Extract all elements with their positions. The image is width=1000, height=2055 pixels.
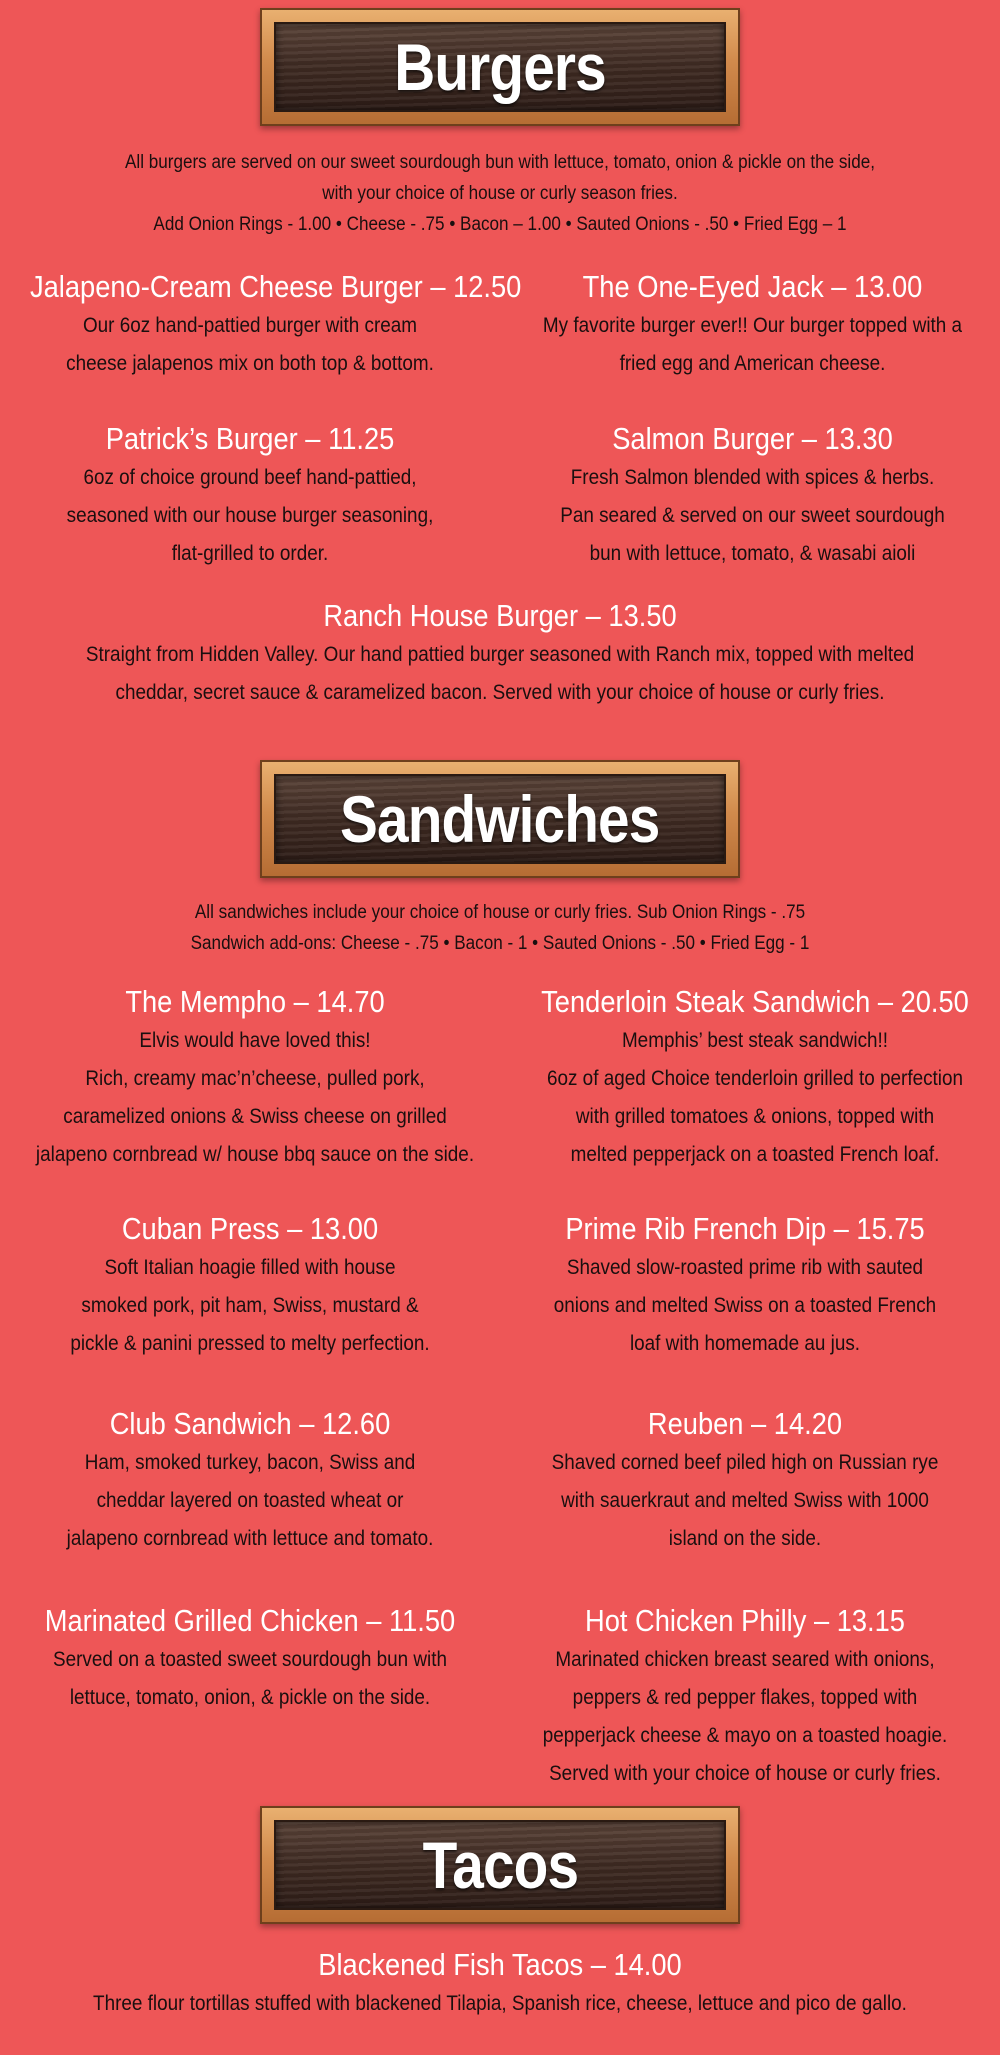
sandwiches-intro [0,897,1000,959]
desc-line: Elvis would have loved this! [139,1029,371,1052]
item-title: Cuban Press – 13.00 [121,1211,379,1246]
banner-board [274,1820,726,1910]
desc-line: fried egg and American cheese. [619,352,886,375]
item-title: Jalapeno-Cream Cheese Burger – 12.50 [30,269,522,304]
desc-line: Straight from Hidden Valley. Our hand pattied burger seasoned with Ranch mix, topped with melted [85,643,915,666]
item-description [500,1641,990,1793]
item-title: Prime Rib French Dip – 15.75 [565,1211,925,1246]
desc-line: cheddar, secret sauce & caramelized bacon. Served with your choice of house or curly fries. [115,681,885,704]
intro-line: All sandwiches include your choice of house or curly fries. Sub Onion Rings - .75 [194,902,806,923]
desc-line: Shaved slow-roasted prime rib with sauted [566,1256,924,1279]
item-description [0,1249,500,1363]
desc-line: Shaved corned beef piled high on Russian rye [551,1451,939,1474]
intro-line: Sandwich add-ons: Cheese - .75 • Bacon - 1 • Sauted Onions - .50 • Fried Egg - 1 [190,933,810,954]
desc-line: Memphis’ best steak sandwich!! [621,1029,889,1052]
desc-line: pickle & panini pressed to melty perfection. [70,1332,430,1355]
item-description [0,1022,510,1174]
sandwiches-banner [260,760,740,878]
desc-line: 6oz of aged Choice tenderloin grilled to perfection [546,1067,964,1090]
item-description [500,1249,990,1363]
desc-line: onions and melted Swiss on a toasted French [553,1294,937,1317]
item-description [510,1022,1000,1174]
menu-item [500,1209,990,1363]
desc-line: Our 6oz hand-pattied burger with cream [82,314,418,337]
desc-line: pepperjack cheese & mayo on a toasted hoagie. [542,1724,948,1747]
desc-line: Three flour tortillas stuffed with blackened Tilapia, Spanish rice, cheese, lettuce and pico de gallo. [93,1992,907,2015]
desc-line: Marinated chicken breast seared with onions, [555,1648,935,1671]
item-description [500,1444,990,1558]
desc-line: Fresh Salmon blended with spices & herbs. [570,466,935,489]
item-title: Hot Chicken Philly – 13.15 [585,1603,905,1638]
desc-line: cheddar layered on toasted wheat or [96,1489,404,1512]
item-title: Blackened Fish Tacos – 14.00 [318,1947,682,1982]
desc-line: lettuce, tomato, onion, & pickle on the side. [69,1686,431,1709]
item-title: The Mempho – 14.70 [125,984,385,1019]
item-title: Club Sandwich – 12.60 [109,1406,391,1441]
menu-item [505,267,1000,383]
item-title: Patrick’s Burger – 11.25 [105,421,395,456]
desc-line: My favorite burger ever!! Our burger topped with a [542,314,963,337]
item-description [505,307,1000,383]
menu-item [0,1404,500,1558]
banner-board [274,22,726,112]
desc-line: bun with lettuce, tomato, & wasabi aioli [589,542,916,565]
item-description [505,459,1000,573]
item-title: Marinated Grilled Chicken – 11.50 [44,1603,456,1638]
menu-item [510,982,1000,1174]
item-title: Tenderloin Steak Sandwich – 20.50 [541,984,969,1019]
intro-line: with your choice of house or curly season fries. [322,183,678,204]
desc-line: jalapeno cornbread with lettuce and tomato. [66,1527,434,1550]
item-description [0,459,500,573]
item-title: Salmon Burger – 13.30 [612,421,893,456]
desc-line: with sauerkraut and melted Swiss with 1000 [561,1489,929,1512]
menu-item [0,419,500,573]
item-description [0,1985,1000,2023]
desc-line: smoked pork, pit ham, Swiss, mustard & [81,1294,419,1317]
burgers-intro [0,147,1000,240]
menu-item [505,419,1000,573]
desc-line: Ham, smoked turkey, bacon, Swiss and [84,1451,416,1474]
intro-line: All burgers are served on our sweet sourdough bun with lettuce, tomato, onion & pickle on the side, [124,152,875,173]
item-title: Reuben – 14.20 [647,1406,843,1441]
desc-line: peppers & red pepper flakes, topped with [572,1686,918,1709]
desc-line: 6oz of choice ground beef hand-pattied, [83,466,417,489]
desc-line: Soft Italian hoagie filled with house [104,1256,396,1279]
desc-line: melted pepperjack on a toasted French loaf. [570,1143,940,1166]
desc-line: Rich, creamy mac’n’cheese, pulled pork, [85,1067,425,1090]
menu-item [500,1404,990,1558]
menu-item [0,1209,500,1363]
item-description [0,1444,500,1558]
desc-line: cheese jalapenos mix on both top & bottom. [66,352,434,375]
item-description [0,636,1000,712]
desc-line: caramelized onions & Swiss cheese on grilled [63,1105,447,1128]
burgers-banner [260,8,740,126]
intro-line: Add Onion Rings - 1.00 • Cheese - .75 • Bacon – 1.00 • Sauted Onions - .50 • Fried Egg – 1 [153,214,847,235]
banner-board [274,774,726,864]
desc-line: Served on a toasted sweet sourdough bun with [52,1648,448,1671]
desc-line: Served with your choice of house or curly fries. [549,1762,941,1785]
menu-item [0,982,510,1174]
menu-item [0,596,1000,712]
section-title: Sandwiches [340,782,660,856]
desc-line: jalapeno cornbread w/ house bbq sauce on the side. [35,1143,475,1166]
desc-line: island on the side. [668,1527,822,1550]
desc-line: Pan seared & served on our sweet sourdough [560,504,945,527]
item-title: The One-Eyed Jack – 13.00 [582,269,923,304]
menu-item [0,1945,1000,2023]
desc-line: flat-grilled to order. [171,542,329,565]
section-title: Tacos [422,1828,578,1902]
tacos-banner [260,1806,740,1924]
menu-item [500,1601,990,1793]
menu-item [0,267,522,383]
item-description [0,307,500,383]
item-title: Ranch House Burger – 13.50 [323,598,677,633]
section-title: Burgers [394,30,606,104]
item-description [0,1641,500,1717]
menu-item [0,1601,500,1717]
desc-line: with grilled tomatoes & onions, topped with [575,1105,935,1128]
desc-line: loaf with homemade au jus. [629,1332,861,1355]
desc-line: seasoned with our house burger seasoning, [66,504,434,527]
